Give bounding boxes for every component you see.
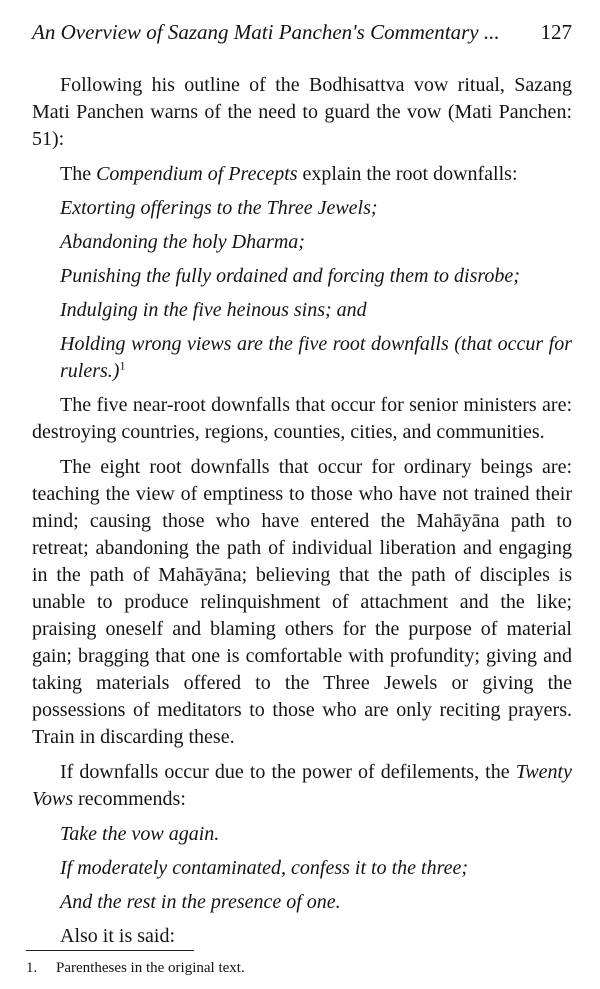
paragraph-defilements <box>32 759 572 813</box>
paragraph-intro: Following his outline of the Bodhisattva vow ritual, Sazang Mati Panchen warns of the need to guard the vow (Mati Panchen: 51): <box>32 74 572 150</box>
quote-intro-line <box>60 161 572 188</box>
verse-line-5 <box>60 331 572 385</box>
footnote <box>26 960 245 977</box>
paragraph-near-root: The five near-root downfalls that occur for senior ministers are: destroying countries, regions, counties, cities, and communities. <box>32 394 572 443</box>
verse-line-2: Abandoning the holy Dharma; <box>60 231 305 253</box>
verse-line-6: Take the vow again. <box>60 823 220 845</box>
verse-line-1: Extorting offerings to the Three Jewels; <box>60 197 378 219</box>
footnote-rule <box>26 950 194 951</box>
quote-twenty-vows <box>32 821 572 950</box>
verse-line-4: Indulging in the five heinous sins; and <box>60 299 367 321</box>
footnote-marker: 1 <box>119 358 126 373</box>
page-number: 127 <box>540 20 572 44</box>
quote-compendium <box>32 161 572 385</box>
quote-intro-post: explain the root downfalls: <box>297 163 518 185</box>
compendium-title: Compendium of Precepts <box>96 163 298 185</box>
running-title: An Overview of Sazang Mati Panchen's Commentary ... <box>32 20 500 44</box>
verse-line-5-text: Holding wrong views are the five root downfalls (that occur for rulers.) <box>60 333 572 382</box>
also-said-line: Also it is said: <box>60 925 176 947</box>
paragraph-eight-downfalls: The eight root downfalls that occur for ordinary beings are: teaching the view of emptiness to those who have not trained their mind; causing those who have entered the Mahāyāna path to retreat; abandoning the path of individual liberation and engaging in the path of Mahāyāna; believing that the path of disciples is unable to produce relinquishment of attachment and the like; praising oneself and blaming others for the purpose of material gain; bragging that one is comfortable with profundity; giving and taking materials offered to the Three Jewels or giving the possessions of meditators to those who are only reciting prayers. Train in discarding these. <box>32 456 572 748</box>
twenty-vows-title: Twenty Vows <box>32 761 572 810</box>
footnote-number: 1. <box>26 960 38 976</box>
verse-line-3: Punishing the fully ordained and forcing them to disrobe; <box>60 265 520 287</box>
defilements-pre: If downfalls occur due to the power of defilements, the <box>60 761 516 783</box>
defilements-post: recommends: <box>73 788 186 810</box>
page-body <box>32 72 572 957</box>
footnote-text: Parentheses in the original text. <box>56 960 245 976</box>
verse-line-7: If moderately contaminated, confess it to the three; <box>60 857 469 879</box>
verse-line-8: And the rest in the presence of one. <box>60 891 341 913</box>
quote-intro-pre: The <box>60 163 97 185</box>
running-header <box>32 20 572 45</box>
